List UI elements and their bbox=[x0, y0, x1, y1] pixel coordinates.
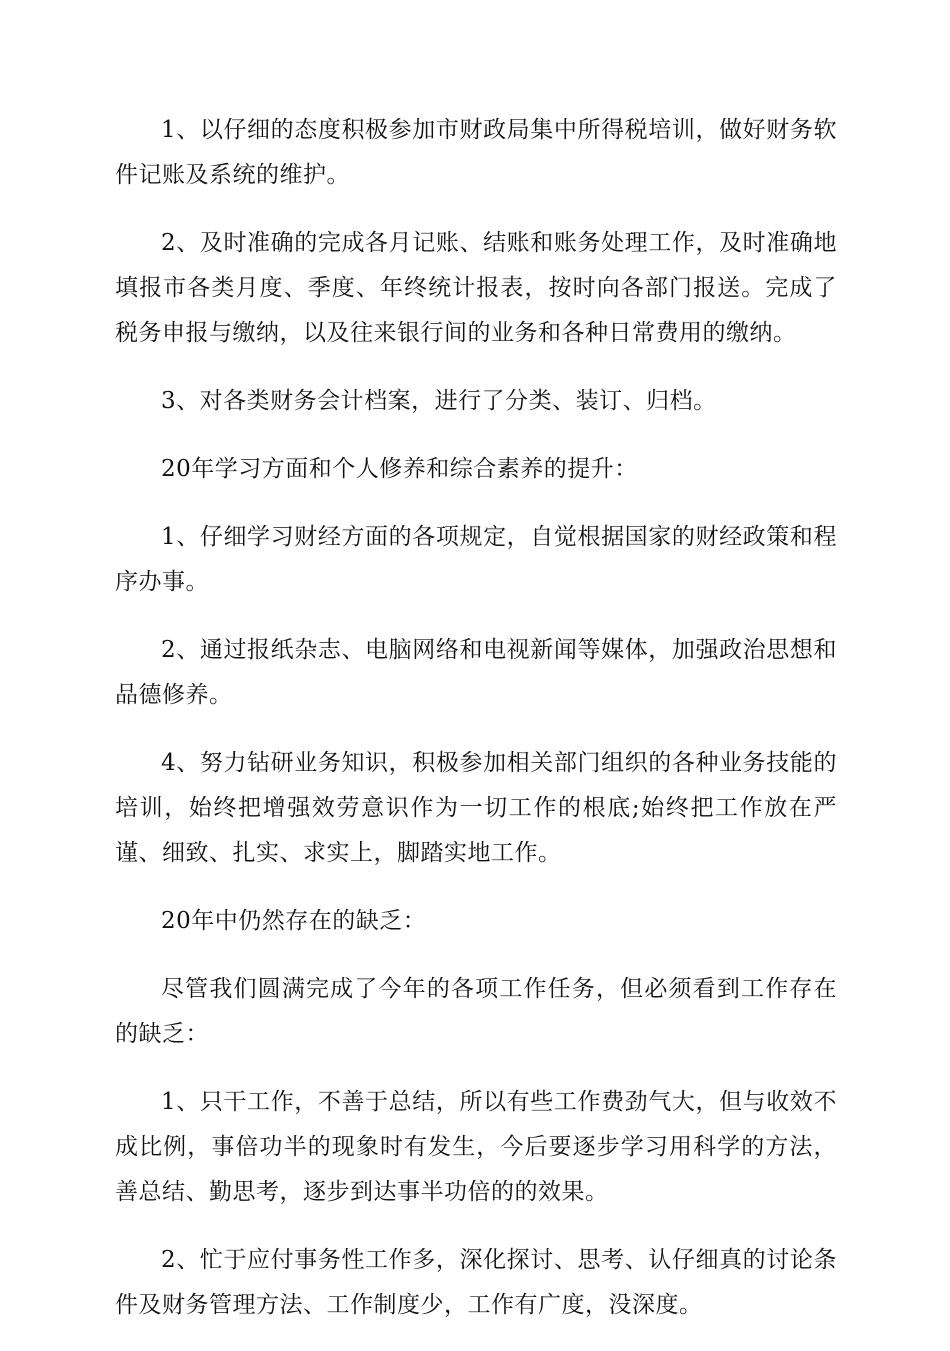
paragraph-7: 4、努力钻研业务知识，积极参加相关部门组织的各种业务技能的培训，始终把增强效劳意识作为一切工作的根底;始终把工作放在严谨、细致、扎实、求实上，脚踏实地工作。 bbox=[115, 750, 837, 866]
paragraph-9: 尽管我们圆满完成了今年的各项工作任务，但必须看到工作存在的缺乏： bbox=[115, 976, 837, 1047]
section-heading-study: 20年学习方面和个人修养和综合素养的提升： bbox=[161, 456, 638, 482]
paragraph-2: 2、及时准确的完成各月记账、结账和账务处理工作，及时准确地填报市各类月度、季度、年终统计报表，按时向各部门报送。完成了税务申报与缴纳，以及往来银行间的业务和各种日常费用的缴纳。 bbox=[115, 230, 837, 346]
section-heading-shortcomings: 20年中仍然存在的缺乏： bbox=[161, 908, 427, 934]
paragraph-1: 1、以仔细的态度积极参加市财政局集中所得税培训，做好财务软件记账及系统的维护。 bbox=[115, 117, 837, 188]
document-body bbox=[115, 108, 837, 1351]
paragraph-10: 1、只干工作，不善于总结，所以有些工作费劲气大，但与收效不成比例，事倍功半的现象时有发生，今后要逐步学习用科学的方法，善总结、勤思考，逐步到达事半功倍的的效果。 bbox=[115, 1089, 837, 1205]
paragraph-5: 1、仔细学习财经方面的各项规定，自觉根据国家的财经政策和程序办事。 bbox=[115, 524, 837, 595]
paragraph-11: 2、忙于应付事务性工作多，深化探讨、思考、认仔细真的讨论条件及财务管理方法、工作制度少，工作有广度，没深度。 bbox=[115, 1247, 837, 1318]
paragraph-6: 2、通过报纸杂志、电脑网络和电视新闻等媒体，加强政治思想和品德修养。 bbox=[115, 637, 837, 708]
paragraph-3: 3、对各类财务会计档案，进行了分类、装订、归档。 bbox=[161, 388, 717, 414]
